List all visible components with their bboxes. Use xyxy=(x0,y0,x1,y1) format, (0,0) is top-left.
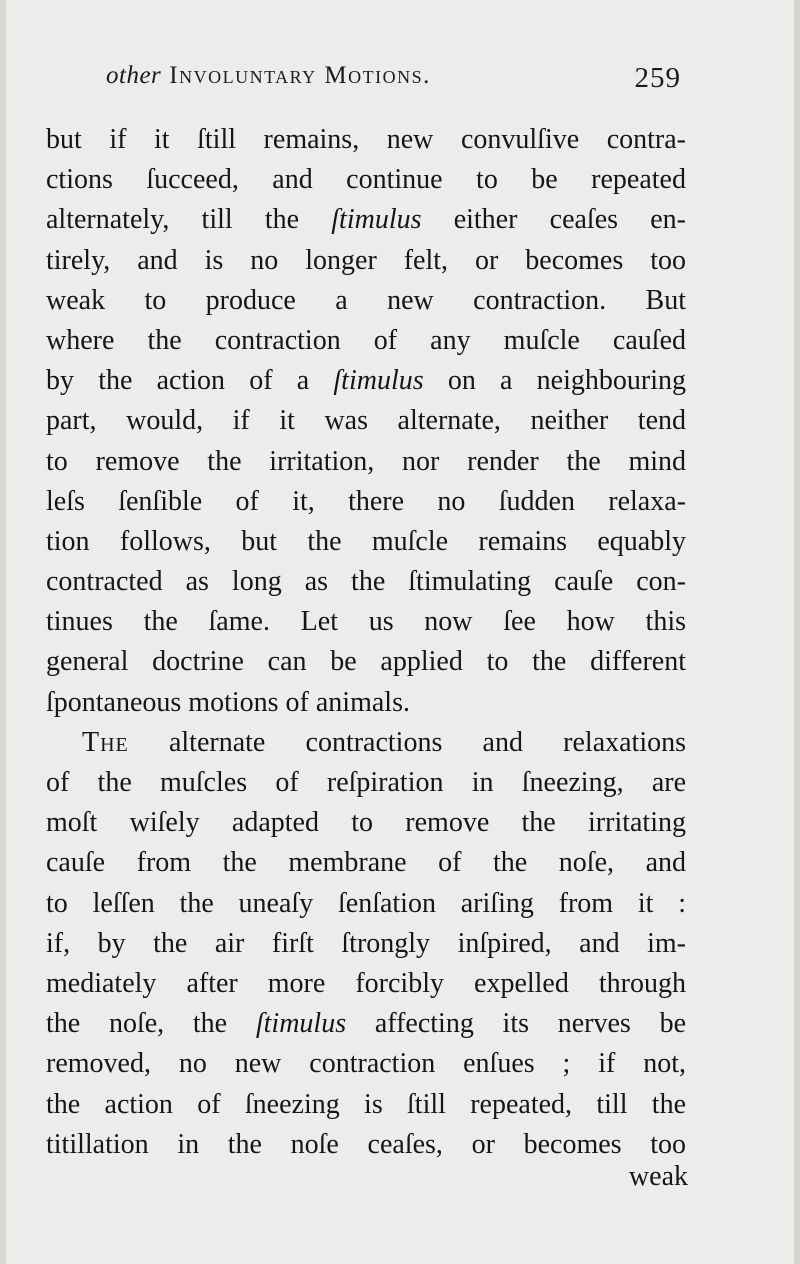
text-line xyxy=(46,401,686,441)
small-caps-opening: The xyxy=(82,726,129,758)
text-run: to remove the irritation, nor render the mind xyxy=(46,445,686,477)
text-line xyxy=(46,562,686,602)
text-line xyxy=(46,281,686,321)
text-run: if, by the air firſt ſtrongly inſpired, and im- xyxy=(46,927,686,959)
text-line xyxy=(46,1044,686,1084)
text-run: leſs ſenſible of it, there no ſudden relaxa- xyxy=(46,485,686,517)
text-run: general doctrine can be applied to the different xyxy=(46,646,686,678)
text-run: weak to produce a new contraction. But xyxy=(46,284,686,316)
text-run: moſt wiſely adapted to remove the irritating xyxy=(46,807,686,839)
text-run: mediately after more forcibly expelled through xyxy=(46,967,686,999)
text-line-paragraph-end xyxy=(46,683,686,723)
text-line xyxy=(46,964,686,1004)
text-run: on a neighbouring xyxy=(423,365,686,397)
italic-term: ſtimulus xyxy=(331,204,422,236)
text-line xyxy=(46,803,686,843)
text-run: the noſe, the xyxy=(46,1008,256,1040)
text-line xyxy=(46,361,686,401)
text-run: ſpontaneous motions of animals. xyxy=(46,686,410,718)
text-run: affecting its nerves be xyxy=(346,1008,687,1040)
text-run: tion follows, but the muſcle remains equably xyxy=(46,525,686,557)
text-run: removed, no new contraction enſues ; if not, xyxy=(46,1048,686,1080)
text-run: tirely, and is no longer felt, or becomes too xyxy=(46,244,686,276)
text-run: ctions ſucceed, and continue to be repeated xyxy=(46,164,686,196)
italic-term: ſtimulus xyxy=(333,365,424,397)
text-line xyxy=(46,482,686,522)
text-run: alternate contractions and relaxations xyxy=(128,726,686,758)
text-run: either ceaſes en- xyxy=(421,204,686,236)
text-run: part, would, if it was alternate, neither tend xyxy=(46,405,686,437)
page-header xyxy=(106,62,681,106)
text-run: cauſe from the membrane of the noſe, and xyxy=(46,847,686,879)
catchword: weak xyxy=(628,1161,688,1192)
text-run: contracted as long as the ſtimulating cauſe con- xyxy=(46,566,686,598)
text-line xyxy=(46,1125,686,1165)
text-run: by the action of a xyxy=(46,365,334,397)
page-edge-left xyxy=(0,0,6,1264)
text-line xyxy=(46,763,686,803)
text-run: titillation in the noſe ceaſes, or becomes too xyxy=(46,1128,686,1160)
text-run: alternately, till the xyxy=(46,204,332,236)
text-line xyxy=(46,200,686,240)
running-head-italic: other xyxy=(106,62,162,89)
text-run: tinues the ſame. Let us now ſee how this xyxy=(46,606,686,638)
text-line xyxy=(46,321,686,361)
italic-term: ſtimulus xyxy=(255,1008,347,1040)
text-line xyxy=(46,642,686,682)
text-run: but if it ſtill remains, new convulſive contra- xyxy=(46,124,686,155)
text-line xyxy=(46,1004,686,1044)
text-line xyxy=(46,602,686,642)
text-run: where the contraction of any muſcle cauſed xyxy=(46,324,686,356)
text-line-paragraph-start xyxy=(46,723,686,763)
text-line xyxy=(46,884,686,924)
text-line xyxy=(46,120,686,160)
text-line xyxy=(46,924,686,964)
text-line xyxy=(46,522,686,562)
text-line xyxy=(46,843,686,883)
text-line xyxy=(46,442,686,482)
page-number: 259 xyxy=(634,62,681,94)
page-edge-right xyxy=(794,0,800,1264)
text-line xyxy=(46,160,686,200)
text-line xyxy=(46,241,686,281)
text-run: of the muſcles of reſpiration in ſneezing, are xyxy=(46,767,686,798)
text-run: to leſſen the uneaſy ſenſation ariſing from it : xyxy=(46,887,686,919)
text-line xyxy=(46,1085,686,1125)
running-head-title: Involuntary Motions. xyxy=(169,62,431,89)
running-head xyxy=(106,62,431,90)
body-text xyxy=(46,120,686,1165)
text-run: the action of ſneezing is ſtill repeated, till the xyxy=(46,1088,686,1120)
